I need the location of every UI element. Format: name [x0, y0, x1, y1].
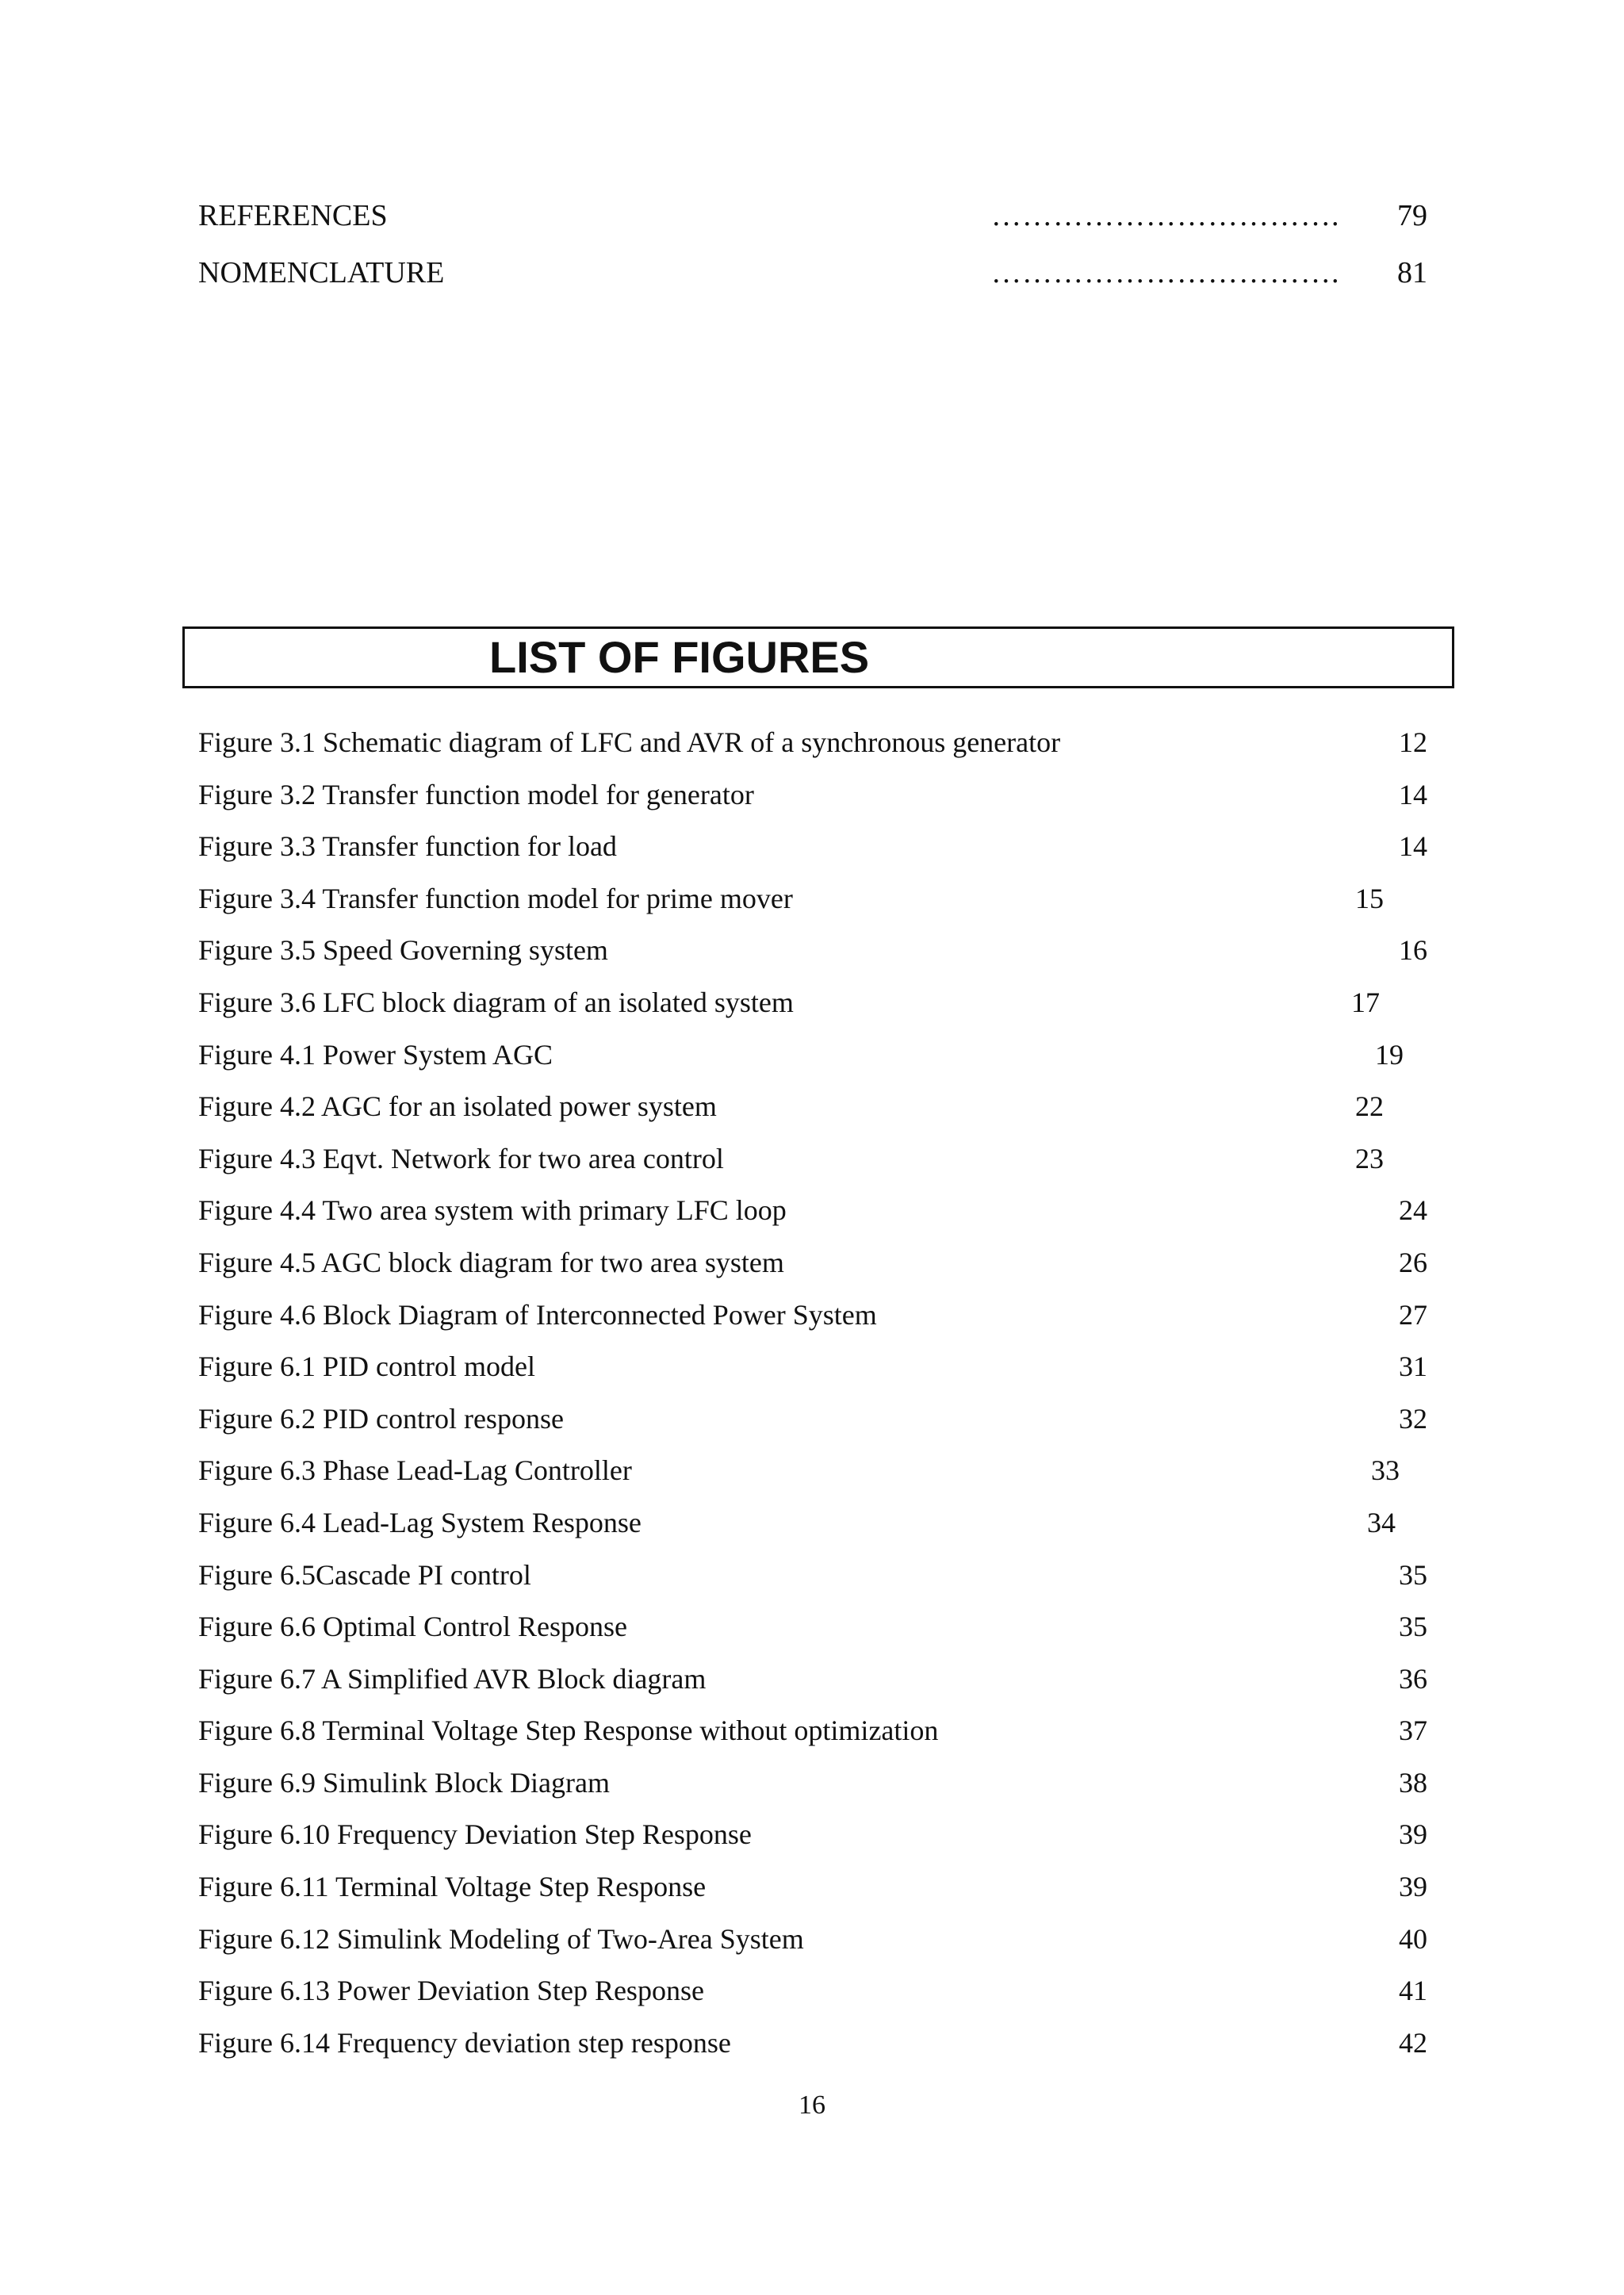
figure-caption: Figure 4.6 Block Diagram of Interconnected Power System — [198, 1298, 877, 1331]
figure-caption: Figure 3.1 Schematic diagram of LFC and AVR of a synchronous generator — [198, 726, 1061, 758]
figure-caption: Figure 3.2 Transfer function model for generator — [198, 778, 754, 810]
figure-caption: Figure 6.7 A Simplified AVR Block diagram — [198, 1662, 707, 1695]
figure-page-number: 22 — [1355, 1090, 1384, 1123]
figure-caption: Figure 3.6 LFC block diagram of an isolated system — [198, 986, 794, 1018]
figure-list-item — [198, 1967, 1427, 2019]
figure-caption: Figure 6.10 Frequency Deviation Step Response — [198, 1818, 752, 1851]
figure-page-number: 27 — [1399, 1298, 1427, 1331]
figure-page-number: 34 — [1367, 1506, 1396, 1538]
figure-caption: Figure 6.1 PID control model — [198, 1351, 535, 1383]
figure-list-item — [198, 1707, 1427, 1759]
figure-list-item — [198, 1655, 1427, 1707]
figure-page-number: 39 — [1399, 1818, 1427, 1851]
toc-entry-nomenclature — [198, 249, 1427, 297]
figure-caption: Figure 6.14 Frequency deviation step response — [198, 2026, 731, 2059]
figure-caption: Figure 6.4 Lead-Lag System Response — [198, 1506, 642, 1538]
figure-list-item — [198, 1395, 1427, 1447]
figure-page-number: 16 — [1399, 934, 1427, 967]
figure-caption: Figure 3.4 Transfer function model for prime mover — [198, 882, 793, 914]
figure-page-number: 42 — [1399, 2026, 1427, 2059]
figure-caption: Figure 4.4 Two area system with primary LFC loop — [198, 1194, 787, 1227]
figure-page-number: 23 — [1355, 1142, 1384, 1174]
figure-caption: Figure 6.3 Phase Lead-Lag Controller — [198, 1454, 632, 1487]
figure-page-number: 37 — [1399, 1715, 1427, 1747]
toc-entry-label: REFERENCES — [198, 199, 388, 232]
figure-page-number: 14 — [1399, 778, 1427, 810]
figure-list-item — [198, 875, 1427, 927]
figure-caption: Figure 3.3 Transfer function for load — [198, 830, 617, 863]
figure-caption: Figure 4.1 Power System AGC — [198, 1038, 553, 1071]
figure-list-item — [198, 1810, 1427, 1863]
figure-list-item — [198, 1603, 1427, 1655]
figure-list — [198, 718, 1427, 2071]
figure-list-item — [198, 1446, 1427, 1499]
figure-list-item — [198, 2019, 1427, 2071]
figure-page-number: 31 — [1399, 1351, 1427, 1383]
figure-caption: Figure 6.11 Terminal Voltage Step Response — [198, 1871, 707, 1903]
figure-list-item — [198, 1186, 1427, 1239]
list-of-figures-heading: LIST OF FIGURES — [489, 632, 870, 682]
figure-page-number: 12 — [1399, 726, 1427, 758]
figure-caption: Figure 3.5 Speed Governing system — [198, 934, 608, 967]
figure-page-number: 26 — [1399, 1246, 1427, 1278]
figure-page-number: 39 — [1399, 1871, 1427, 1903]
figure-caption: Figure 6.6 Optimal Control Response — [198, 1611, 627, 1643]
figure-page-number: 14 — [1399, 830, 1427, 863]
figure-caption: Figure 4.3 Eqvt. Network for two area control — [198, 1142, 724, 1174]
toc-entry-page: 81 — [1397, 256, 1427, 289]
figure-list-item — [198, 979, 1427, 1031]
figure-list-item — [198, 1343, 1427, 1395]
toc-entry-dots: ……………………………. — [991, 199, 1340, 232]
figure-page-number: 36 — [1399, 1662, 1427, 1695]
toc-entry-references — [198, 192, 1427, 239]
figure-list-item — [198, 1291, 1427, 1343]
figure-page-number: 24 — [1399, 1194, 1427, 1227]
figure-list-item — [198, 1759, 1427, 1811]
figure-caption: Figure 6.2 PID control response — [198, 1402, 564, 1435]
figure-caption: Figure 4.2 AGC for an isolated power system — [198, 1090, 717, 1123]
figure-list-item — [198, 1499, 1427, 1551]
figure-caption: Figure 6.13 Power Deviation Step Response — [198, 1975, 704, 2007]
figure-caption: Figure 6.9 Simulink Block Diagram — [198, 1766, 610, 1799]
figure-caption: Figure 4.5 AGC block diagram for two area system — [198, 1246, 784, 1278]
figure-list-item — [198, 1551, 1427, 1603]
figure-page-number: 35 — [1399, 1558, 1427, 1591]
figure-list-item — [198, 771, 1427, 823]
page-number: 16 — [799, 2090, 825, 2120]
figure-caption: Figure 6.5Cascade PI control — [198, 1558, 531, 1591]
figure-list-item — [198, 1915, 1427, 1967]
figure-page-number: 15 — [1355, 882, 1384, 914]
toc-entry-page: 79 — [1397, 199, 1427, 232]
list-of-figures-heading-box — [182, 626, 1454, 688]
figure-list-item — [198, 1135, 1427, 1187]
figure-page-number: 41 — [1399, 1975, 1427, 2007]
figure-list-item — [198, 822, 1427, 875]
toc-entry-dots: ……………………………. — [991, 256, 1340, 289]
figure-page-number: 35 — [1399, 1611, 1427, 1643]
figure-page-number: 17 — [1351, 986, 1380, 1018]
figure-page-number: 40 — [1399, 1922, 1427, 1955]
figure-page-number: 33 — [1371, 1454, 1400, 1487]
toc-entry-label: NOMENCLATURE — [198, 256, 445, 289]
figure-caption: Figure 6.12 Simulink Modeling of Two-Area System — [198, 1922, 804, 1955]
figure-caption: Figure 6.8 Terminal Voltage Step Response without optimization — [198, 1715, 939, 1747]
figure-list-item — [198, 1239, 1427, 1291]
figure-page-number: 19 — [1375, 1038, 1404, 1071]
figure-list-item — [198, 1031, 1427, 1083]
figure-list-item — [198, 718, 1427, 771]
figure-page-number: 38 — [1399, 1766, 1427, 1799]
figure-list-item — [198, 1863, 1427, 1915]
figure-list-item — [198, 926, 1427, 979]
figure-page-number: 32 — [1399, 1402, 1427, 1435]
figure-list-item — [198, 1082, 1427, 1135]
